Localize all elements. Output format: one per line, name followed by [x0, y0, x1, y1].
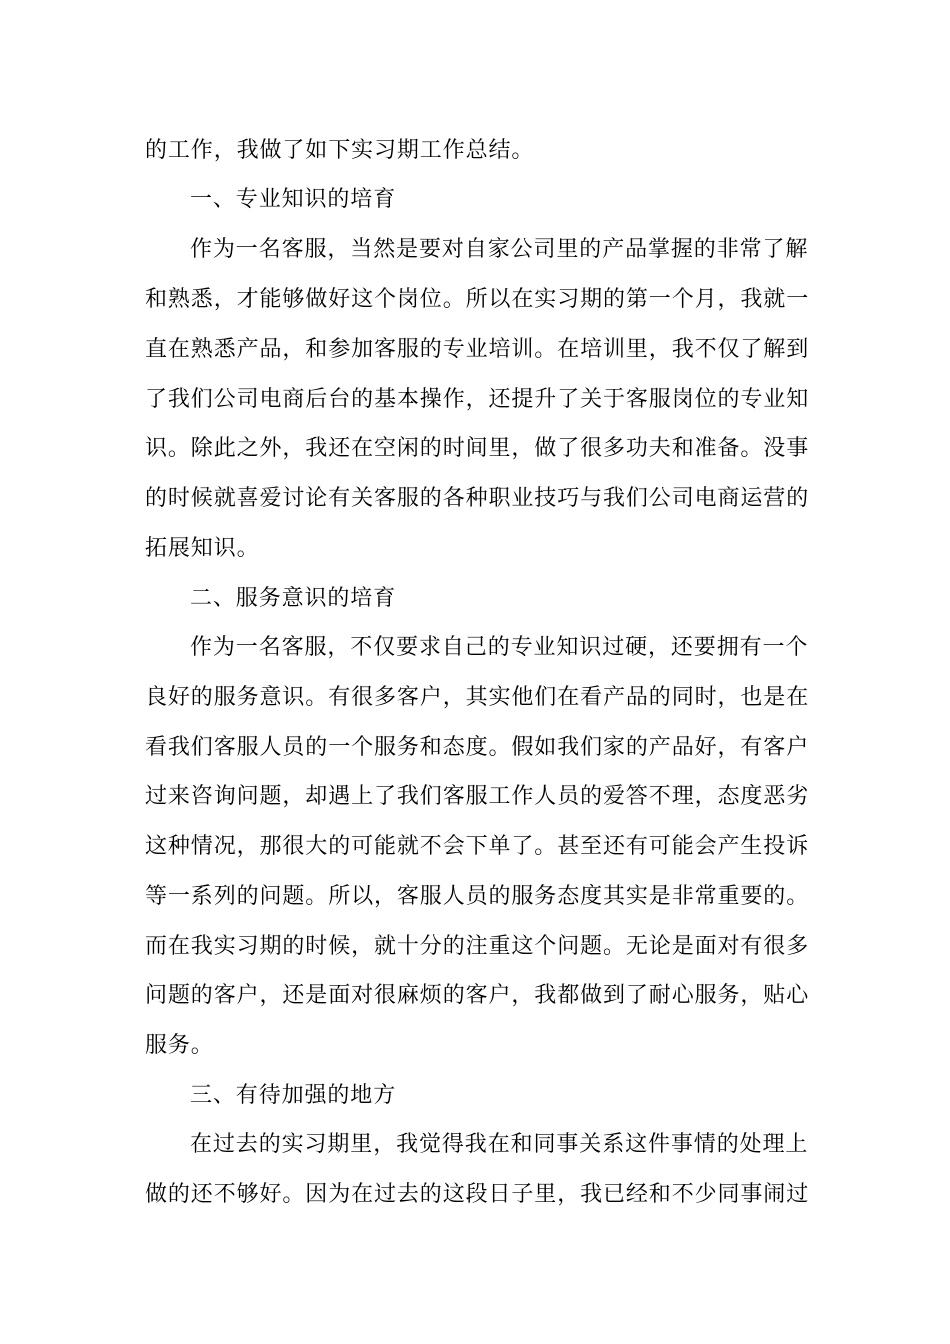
text-line: 在过去的实习期里，我觉得我在和同事关系这件事情的处理上 [190, 1132, 809, 1157]
text-line: 过来咨询问题，却遇上了我们客服工作人员的爱答不理，态度恶劣 [145, 784, 810, 809]
text-line: 的时候就喜爱讨论有关客服的各种职业技巧与我们公司电商运营的 [145, 486, 810, 511]
text-line: 和熟悉，才能够做好这个岗位。所以在实习期的第一个月，我就一 [145, 287, 810, 312]
text-line: 做的还不够好。因为在过去的这段日子里，我已经和不少同事闹过 [145, 1182, 810, 1207]
text-line: 而在我实习期的时候，就十分的注重这个问题。无论是面对有很多 [145, 934, 810, 959]
section-heading: 二、服务意识的培育 [190, 586, 397, 611]
text-line: 直在熟悉产品，和参加客服的专业培训。在培训里，我不仅了解到 [145, 337, 810, 362]
text-line: 等一系列的问题。所以，客服人员的服务态度其实是非常重要的。 [145, 884, 810, 909]
text-line: 良好的服务意识。有很多客户，其实他们在看产品的同时，也是在 [145, 685, 810, 710]
text-line: 这种情况，那很大的可能就不会下单了。甚至还有可能会产生投诉 [145, 834, 810, 859]
text-line: 作为一名客服，当然是要对自家公司里的产品掌握的非常了解 [190, 237, 809, 262]
text-line: 服务。 [145, 1033, 214, 1058]
text-line: 识。除此之外，我还在空闲的时间里，做了很多功夫和准备。没事 [145, 436, 810, 461]
section-heading: 三、有待加强的地方 [190, 1083, 397, 1108]
text-line: 拓展知识。 [145, 536, 260, 561]
text-line: 的工作，我做了如下实习期工作总结。 [145, 138, 535, 163]
section-heading: 一、专业知识的培育 [190, 187, 397, 212]
text-line: 问题的客户，还是面对很麻烦的客户，我都做到了耐心服务，贴心 [145, 983, 810, 1008]
text-line: 了我们公司电商后台的基本操作，还提升了关于客服岗位的专业知 [145, 387, 810, 412]
text-line: 看我们客服人员的一个服务和态度。假如我们家的产品好，有客户 [145, 735, 810, 760]
text-line: 作为一名客服，不仅要求自己的专业知识过硬，还要拥有一个 [190, 635, 809, 660]
